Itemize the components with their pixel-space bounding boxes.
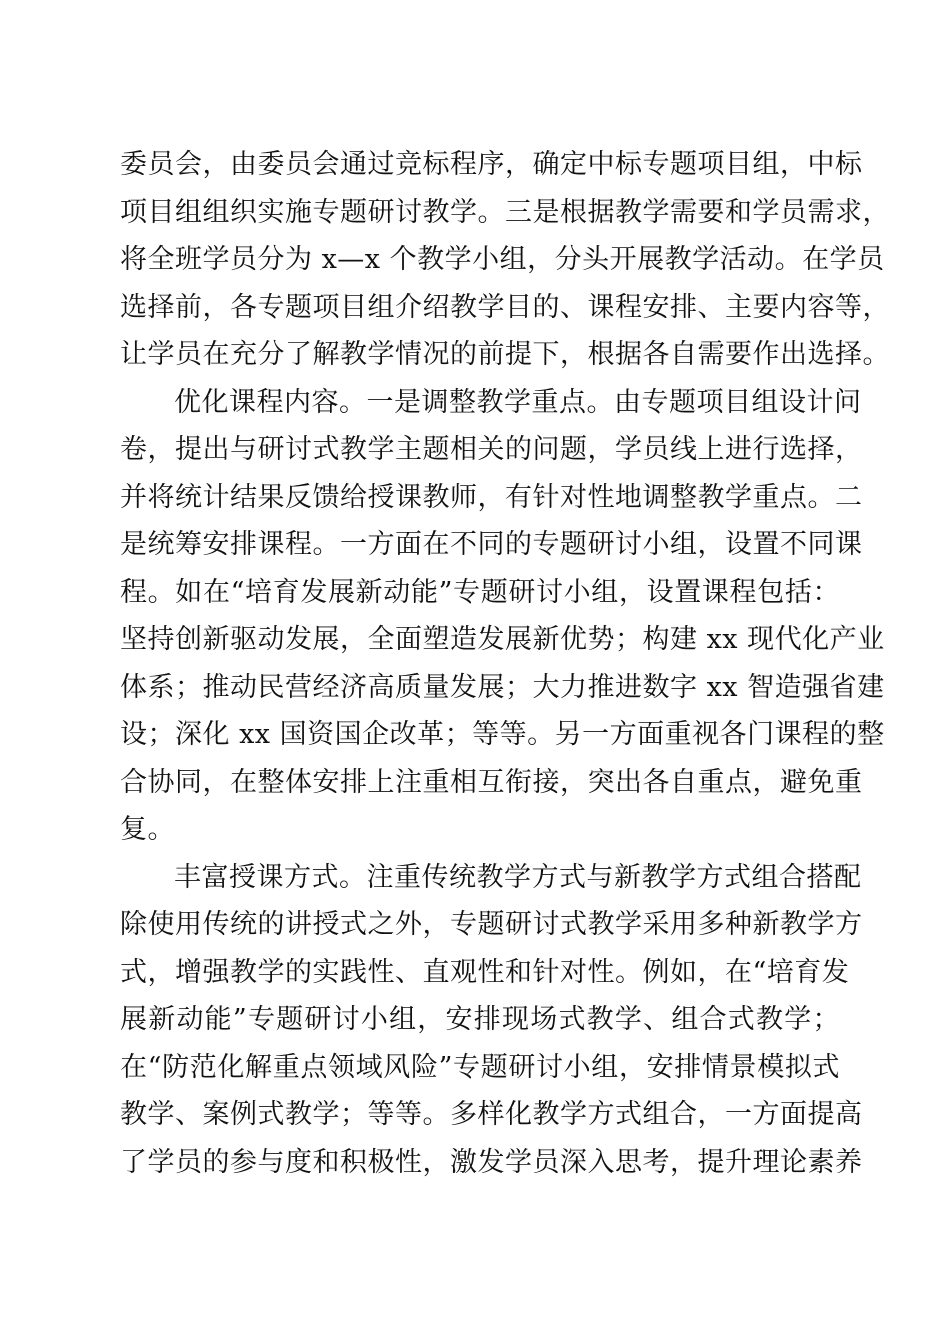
body-text (120, 141, 890, 1186)
text-line: 坚持创新驱动发展，全面塑造发展新优势；构建 xx 现代化产业 (120, 624, 885, 655)
text-line: 卷，提出与研讨式教学主题相关的问题，学员线上进行选择， (120, 434, 863, 465)
text-line: 体系；推动民营经济高质量发展；大力推进数字 xx 智造强省建 (120, 671, 885, 703)
text-line: 是统筹安排课程。一方面在不同的专题研讨小组，设置不同课 (120, 529, 863, 560)
text-line: 丰富授课方式。注重传统教学方式与新教学方式组合搭配 (174, 861, 862, 893)
text-line: 复。 (120, 814, 175, 845)
text-line: 了学员的参与度和积极性，激发学员深入思考，提升理论素养 (120, 1146, 863, 1178)
text-line: 并将统计结果反馈给授课教师，有针对性地调整教学重点。二 (120, 481, 863, 513)
text-line: 除使用传统的讲授式之外，专题研讨式教学采用多种新教学方 (120, 909, 863, 940)
text-line: 优化课程内容。一是调整教学重点。由专题项目组设计问 (174, 386, 862, 418)
text-line: 设；深化 xx 国资国企改革；等等。另一方面重视各门课程的整 (120, 719, 885, 750)
text-line: 教学、案例式教学；等等。多样化教学方式组合，一方面提高 (120, 1099, 863, 1130)
paragraph-3 (120, 854, 863, 1187)
text-line: 在“防范化解重点领域风险”专题研讨小组，安排情景模拟式 (120, 1051, 840, 1083)
paragraph-1 (120, 141, 890, 379)
text-line: 合协同，在整体安排上注重相互衔接，突出各自重点，避免重 (120, 766, 863, 798)
text-line: 展新动能”专题研讨小组，安排现场式教学、组合式教学； (120, 1004, 840, 1035)
paragraph-2 (120, 379, 885, 854)
text-line: 式，增强教学的实践性、直观性和针对性。例如，在“培育发 (120, 956, 850, 988)
text-line: 将全班学员分为 x—x 个教学小组，分头开展教学活动。在学员 (120, 244, 885, 275)
text-line: 程。如在“培育发展新动能”专题研讨小组，设置课程包括： (120, 576, 840, 608)
text-line: 让学员在充分了解教学情况的前提下，根据各自需要作出选择。 (120, 339, 890, 370)
text-line: 委员会，由委员会通过竞标程序，确定中标专题项目组，中标 (120, 149, 863, 180)
text-line: 项目组组织实施专题研讨教学。三是根据教学需要和学员需求， (120, 196, 890, 228)
text-line: 选择前，各专题项目组介绍教学目的、课程安排、主要内容等， (120, 291, 890, 323)
